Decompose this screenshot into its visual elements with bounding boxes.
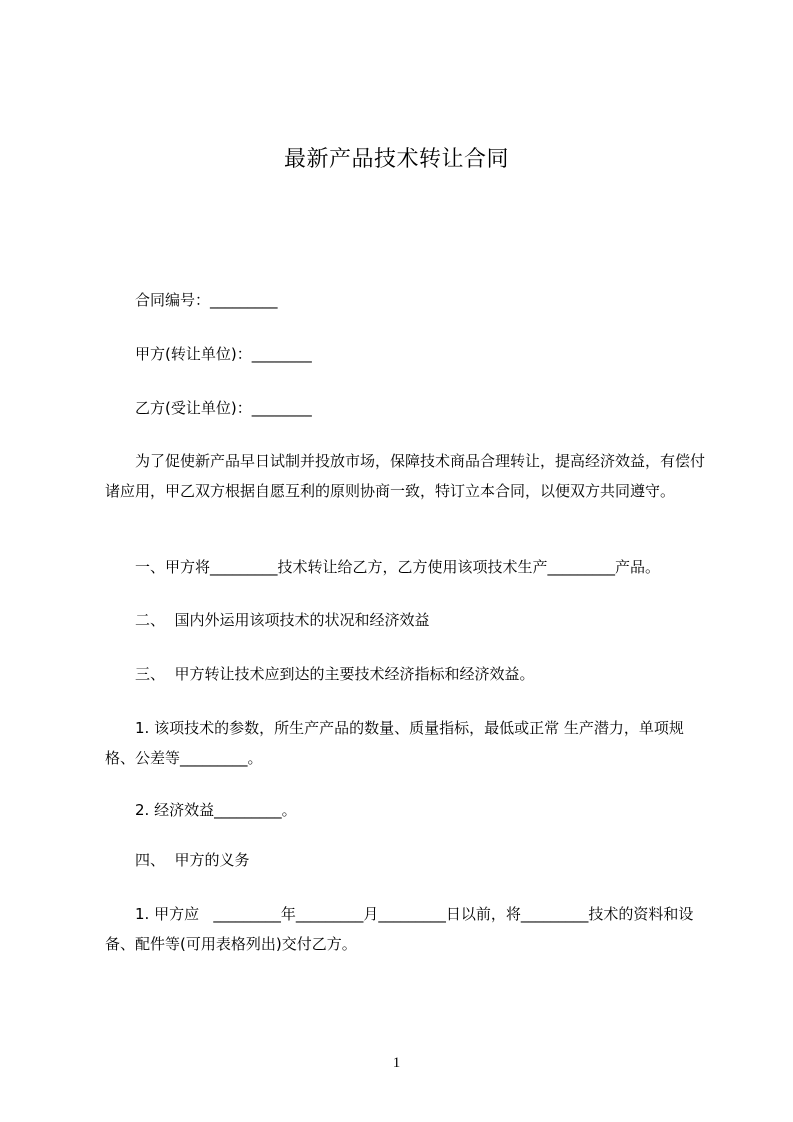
- clause-3-heading: 三、 甲方转让技术应到达的主要技术经济指标和经济效益。: [135, 665, 535, 683]
- clause-3-item-2: 2. 经济效益_________。: [135, 801, 297, 819]
- clause-4-heading: 四、 甲方的义务: [135, 851, 250, 869]
- clause-1: 一、甲方将_________技术转让给乙方，乙方使用该项技术生产_________产品。: [135, 558, 661, 576]
- page-number: 1: [392, 1055, 401, 1071]
- clause-3-item-1: 1. 该项技术的参数，所生产产品的数量、质量指标，最低或正常 生产潜力，单项规格、公差等_________。: [105, 719, 684, 767]
- preamble-paragraph: 为了促使新产品早日试制并投放市场，保障技术商品合理转让，提高经济效益，有偿付诸应用，甲乙双方根据自愿互利的原则协商一致，特订立本合同，以便双方共同遵守。: [105, 452, 706, 500]
- clause-2-heading: 二、 国内外运用该项技术的状况和经济效益: [135, 611, 430, 629]
- party-a-line: 甲方(转让单位)：________: [135, 345, 312, 363]
- contract-number-line: 合同编号：_________: [135, 291, 278, 309]
- clause-4-item-1: 1. 甲方应 _________年_________月_________日以前，将_________技术的资料和设备、配件等(可用表格列出)交付乙方。: [105, 905, 694, 953]
- party-b-line: 乙方(受让单位)：________: [135, 399, 312, 417]
- document-title: 最新产品技术转让合同: [283, 147, 509, 172]
